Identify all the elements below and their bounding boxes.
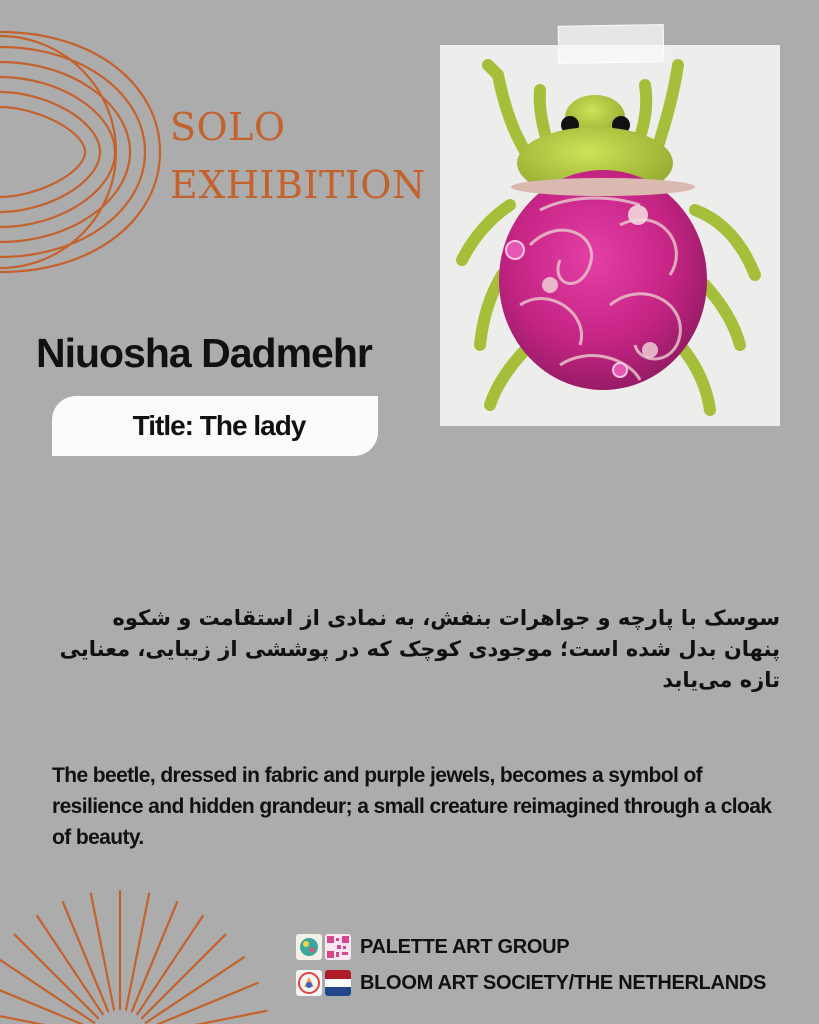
sunburst-ray xyxy=(148,983,259,1024)
sponsor-label-palette: PALETTE ART GROUP xyxy=(360,935,570,958)
artwork-photo xyxy=(440,45,780,426)
english-description: The beetle, dressed in fabric and purple jewels, becomes a symbol of resilience and hidden grandeur; a small creature reimagined through a cloak of beauty. xyxy=(52,764,772,849)
persian-description: سوسک با پارچه و جواهرات بنفش، به نمادی از استقامت و شکوه پنهان بدل شده است؛ موجودی کوچک که در پوششی از زیبایی، معنایی تازه می‌یابد xyxy=(59,606,780,692)
sunburst-ray xyxy=(131,901,177,1012)
artist-name: Niuosha Dadmehr xyxy=(36,330,372,376)
netherlands-flag-icon xyxy=(325,970,351,996)
palette-logo-icon xyxy=(296,934,322,960)
artwork-title-pill xyxy=(52,396,378,456)
sunburst-ray xyxy=(149,1011,267,1024)
qr-code-icon xyxy=(325,934,351,960)
solo-exhibition-heading xyxy=(170,98,426,214)
tape-strip xyxy=(558,24,665,64)
sponsor-label-bloom: BLOOM ART SOCIETY/THE NETHERLANDS xyxy=(360,971,767,994)
sponsor-row-bloom xyxy=(296,970,766,996)
sponsor-row-palette xyxy=(296,934,569,960)
sunburst-ray xyxy=(91,893,114,1011)
beetle-sculpture-icon xyxy=(440,45,780,426)
artwork-title-label: Title: The lady xyxy=(132,410,306,441)
heading-line-solo: SOLO xyxy=(170,105,286,149)
heading-line-exhibition: EXHIBITION xyxy=(170,163,426,207)
bloom-logo-icon xyxy=(296,970,322,996)
sunburst-ray xyxy=(126,893,149,1011)
sunburst-ray xyxy=(63,901,109,1012)
